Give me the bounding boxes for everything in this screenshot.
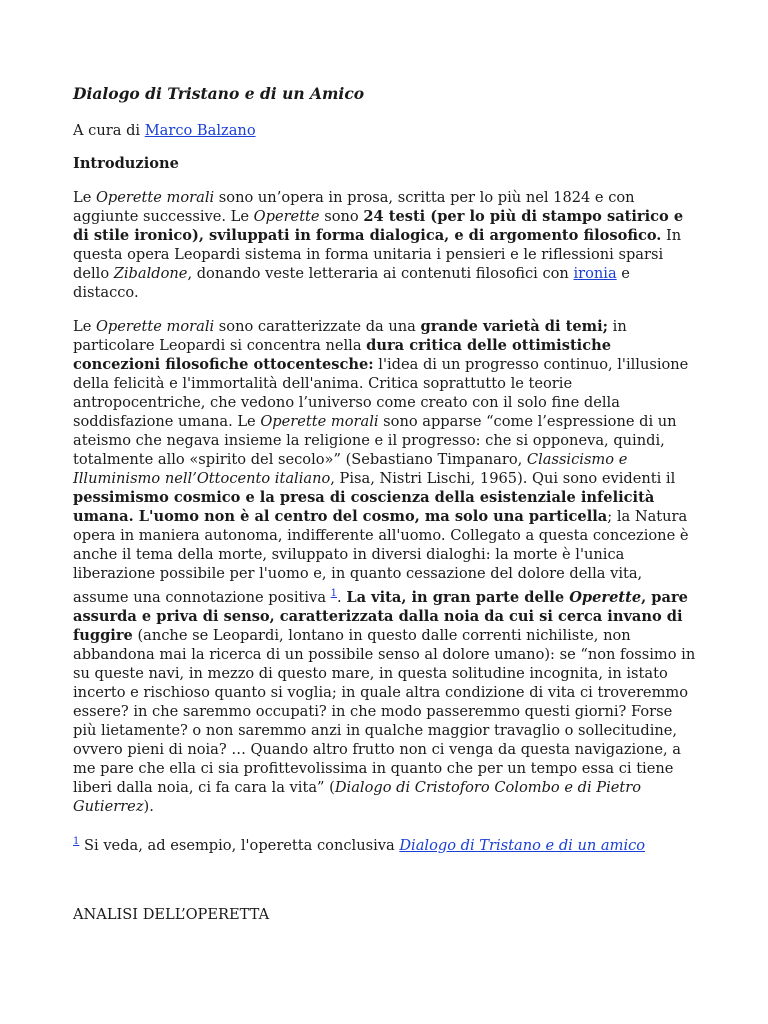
byline-prefix: A cura di xyxy=(73,122,145,139)
footnote-ref-link[interactable]: 1 xyxy=(330,588,338,599)
bold-italic-run: Operette xyxy=(569,588,642,606)
bold-run: grande varietà di temi; xyxy=(420,318,609,335)
text-run: sono caratterizzate da una xyxy=(214,318,421,335)
italic-run: Operette morali xyxy=(95,318,215,335)
document-page xyxy=(73,84,698,924)
footnote xyxy=(73,831,698,855)
italic-run: Dialogo di Cristoforo Colombo e di Pietro Gutierrez xyxy=(73,778,642,815)
ironia-link[interactable]: ironia xyxy=(573,265,617,282)
text-run: sono apparse “come l’espressione di un ateismo che negava insieme la religione e il progresso: che si opponeva, quindi, totalmente allo «spirito del secolo»” (Sebastiano Timpanaro, xyxy=(73,413,677,468)
text-run: sono xyxy=(319,208,364,225)
italic-run: Operette morali xyxy=(260,413,379,430)
italic-run: Operette xyxy=(253,208,320,225)
bold-run: La vita, in gran parte delle xyxy=(346,588,570,606)
text-run: sono un’opera in prosa, scritta per lo più nel 1824 e con aggiunte successive. Le xyxy=(73,189,635,225)
footnote-back-link[interactable]: 1 xyxy=(73,835,80,847)
bold-run: dura critica delle ottimistiche concezioni filosofiche ottocentesche: xyxy=(73,337,612,373)
bold-run: , pare assurda e priva di senso, caratterizzata dalla noia da cui si cerca invano di fuggire xyxy=(73,588,688,644)
footnote-dialogo-link[interactable]: Dialogo di Tristano e di un amico xyxy=(399,836,646,854)
intro-heading: Introduzione xyxy=(73,155,179,172)
text-run: , donando veste letteraria ai contenuti filosofici con xyxy=(187,265,574,282)
text-run: ). xyxy=(143,797,154,815)
paragraph-2 xyxy=(73,317,698,816)
text-run: Le xyxy=(73,189,96,206)
text-run: e distacco. xyxy=(73,265,630,301)
analisi-heading: ANALISI DELL’OPERETTA xyxy=(73,905,270,923)
italic-run: Classicismo e Illuminismo nell’Ottocento italiano xyxy=(73,451,628,487)
document-title: Dialogo di Tristano e di un Amico xyxy=(73,84,365,103)
text-run: l'idea di un progresso continuo, l'illusione della felicità e l'immortalità dell'anima. Critica soprattutto le teorie antropocentriche, che vedono l’universo come creato con il solo fine della soddisfazione umana. Le xyxy=(73,356,689,430)
byline xyxy=(73,121,698,140)
text-run: In questa opera Leopardi sistema in forma unitaria i pensieri e le riflessioni sparsi dello xyxy=(73,227,682,282)
italic-run: Zibaldone xyxy=(113,265,188,282)
text-run: . xyxy=(337,588,347,606)
text-run: ; la Natura opera in maniera autonoma, indifferente all'uomo. Collegato a questa concezione è anche il tema della morte, sviluppato in diversi dialoghi: la morte è l'unica liberazione possibile per l'uomo e, in quanto cessazione del dolore della vita, assume una connotazione positiva xyxy=(73,508,689,606)
italic-run: Operette morali xyxy=(95,189,215,206)
bold-run: 24 testi (per lo più di stampo satirico e di stile ironico), sviluppati in forma dialogica, e di argomento filosofico. xyxy=(73,208,684,244)
text-run: , Pisa, Nistri Lischi, 1965). Qui sono evidenti il xyxy=(330,470,676,487)
author-link[interactable]: Marco Balzano xyxy=(144,122,256,139)
bold-run: pessimismo cosmico e la presa di coscienza della esistenziale infelicità umana. L'uomo non è al centro del cosmo, ma solo una particella xyxy=(73,489,655,525)
text-run: (anche se Leopardi, lontano in questo dalle correnti nichiliste, non abbandona mai la ricerca di un possibile senso al dolore umano): se “non fossimo in su queste navi, in mezzo di questo mare, in questa solitudine incognita, in istato incerto e rischioso quanto si voglia; in quale altra condizione di vita ci troveremmo essere? in che saremmo occupati? in che modo passeremmo questi giorni? Forse più lietamente? o non saremmo anzi in qualche maggior travaglio o sollecitudine, ovvero pieni di noia? … Quando altro frutto non ci venga da questa navigazione, a me pare che ella ci sia profittevolissima in quanto che per un tempo essa ci tiene liberi dalla noia, ci fa cara la vita” ( xyxy=(73,626,696,796)
text-run: in particolare Leopardi si concentra nella xyxy=(73,318,627,354)
footnote-text: Si veda, ad esempio, l'operetta conclusiva xyxy=(79,836,400,854)
text-run: Le xyxy=(73,318,96,335)
paragraph-1 xyxy=(73,188,698,302)
